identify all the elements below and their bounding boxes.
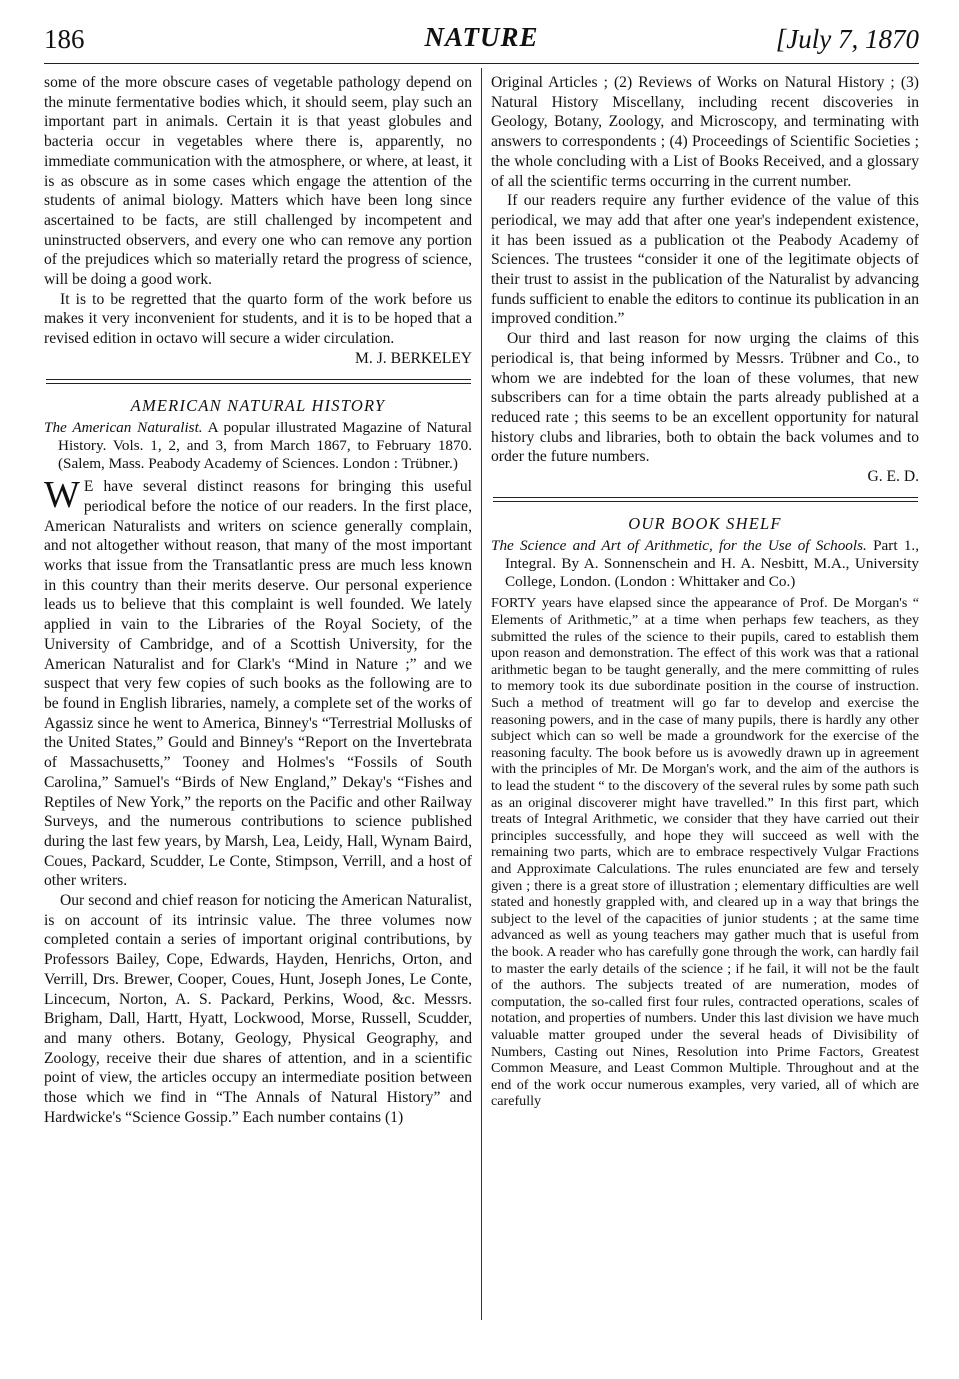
book-citation (44, 419, 472, 473)
section-divider (493, 497, 918, 502)
paragraph (491, 595, 919, 1109)
book-details: Part 1., Integral. By A. Sonnenschein and H. A. Nesbitt, M.A., University College, London. (London : Whittaker and Co.) (505, 537, 920, 591)
drop-cap: W (44, 474, 80, 517)
paragraph: Our second and chief reason for noticing the American Naturalist, is on account of its intrinsic value. The three volumes now completed contain a series of important original contributions, by Professors Bailey, Cope, Edwards, Hayden, Henrichs, Orton, and Verrill, Drs. Brewer, Cooper, Coues, Hunt, Joseph Jones, Le Conte, Lincecum, Norton, A. S. Packard, Perkins, Wood, &c. Messrs. Brigham, Dall, Hartt, Hyatt, Lockwood, Morse, Russell, Scudder, and many others. Botany, Geology, Physical Geography, and Zoology, receive their due shares of attention, and in a scientific point of view, the articles occupy an intermediate position between those which we find in “The Annals of Natural History” and Hardwicke's “Science Gossip.” Each number contains (1) (44, 892, 472, 1126)
section-heading: OUR BOOK SHELF (628, 513, 782, 533)
paragraph (44, 290, 472, 369)
page-header (44, 20, 919, 60)
book-details: A popular illustrated Magazine of Natural History. Vols. 1, 2, and 3, from March 1867, to February 1870. (Salem, Mass. Peabody Academy of Sciences. London : Trübner.) (58, 419, 472, 473)
author-signature: M. J. BERKELEY (355, 349, 472, 367)
journal-title: NATURE (424, 22, 539, 52)
header-rule (44, 63, 919, 64)
book-title: The Science and Art of Arithmetic, for the Use of Schools. (491, 537, 867, 555)
column-divider (481, 68, 482, 1320)
paragraph-text: It is to be regretted that the quarto form of the work before us makes it very inconvenient for students, and it is to be hoped that a revised edition in octavo will secure a wider circulation. (44, 290, 472, 348)
paragraph: If our readers require any further evidence of the value of this periodical, we may add that after one year's independent existence, it has been issued as a publication ot the Peabody Academy of Sciences. The trustees “consider it one of the legitimate objects of their trust to assist in the publication of the Naturalist by advancing funds sufficient to enable the editors to continue its publication in an improved condition.” (491, 192, 920, 328)
author-signature: G. E. D. (867, 468, 919, 486)
book-citation (491, 537, 919, 591)
page-number: 186 (44, 24, 85, 54)
paragraph (491, 329, 919, 487)
paragraph-text: Our third and last reason for now urging the claims of this periodical is, that being informed by Messrs. Trübner and Co., to whom we are indebted for the loan of these volumes, that new subscribers can for a time obtain the parts already published at a reduced rate ; this seems to be an excellent opportunity for natural history clubs and libraries, both to obtain the back volumes and to order the future numbers. (491, 330, 919, 466)
left-column (44, 73, 472, 1127)
paragraph: Original Articles ; (2) Reviews of Works on Natural History ; (3) Natural History Miscellany, including recent discoveries in Geology, Botany, Zoology, and Microscopy, and terminating with answers to correspondents ; (4) Proceedings of Scientific Societies ; the whole concluding with a List of Books Received, and a glossary of all the scientific terms occurring in the current number. (491, 74, 919, 190)
paragraph-text: E have several distinct reasons for bringing this useful periodical before the notice of our readers. In the first place, American Naturalists and writers on science generally complain, and not altogether without reason, that many of the most important works that issue from the Transatlantic press are much less known in this country than their merits deserve. Our personal experience leads us to believe that this complaint is well founded. We lately applied in vain to the Libraries of the Royal Society, of the University of Cambridge, and of a Scottish University, for the American Naturalist and for Clark's “Mind in Nature ;” and we suspect that very few copies of such books as the following are to be found in English libraries, namely, a complete set of the works of Agassiz since he went to America, Binney's “Terrestrial Mollusks of the United States,” Gould and Binney's “Report on the Invertebrata of Massachusetts,” Tooney and Holmes's “Fossils of South Carolina,” Samuel's “Birds of New England,” Dekay's “Fishes and Reptiles of New York,” the reports on the Pacific and other Railway Surveys, and the numerous contributions to science published during the last few years, by Marsh, Lea, Leidy, Hall, Wynam Baird, Coues, Packard, Scudder, Le Conte, Stimpson, Verrill, and a host of other writers. (44, 478, 472, 890)
paragraph-text: years have elapsed since the appearance of Prof. De Morgan's “ Elements of Arithmetic,” at a time when perhaps few teachers, as they submitted the rules of the science to their pupils, cared to establish them upon reason and demonstration. The effect of this work was that a rational arithmetic began to be taught generally, and the mere committing of rules to memory took its due subordinate position in the course of instruction. Such a method of treatment will go far to develop and exercise the reasoning powers, and in the case of many pupils, there is hardly any other subject which can so well be made a groundwork for the exercise of the reasoning faculty. The book before us is avowedly drawn up in agreement with the principles of Mr. De Morgan's work, and the aim of the authors is to lead the student “ to the discovery of the several rules by some path such as an original discoverer might have travelled.” In this first part, which treats of Integral Arithmetic, we consider that they have carried out their principles successfully, and hope they will succeed as well with the remaining two parts, which are to embrace respectively Vulgar Fractions and Approximate Calculations. The rules enunciated are few and tersely given ; there is a great store of illustration ; elementary difficulties are well stated and honestly grappled with, and cleared up in a way that brings the subject to the level of the capacities of junior students ; at the same time advanced as well as young teachers may gather much that is useful from the book. A reader who has carefully gone through the work, can hardly fail to master the early details of the science ; if he fail, it will not be the fault of the authors. The subjects treated of are numeration, modes of computation, the so-called first four rules, contracted operations, scales of notation, and properties of numbers. Under this last division we have much valuable matter grouped under the several heads of Divisibility of Numbers, Casting out Nines, Resolution into Prime Factors, Greatest Common Measure, and Least Common Multiple. Throughout and at the end of the work occur numerous examples, very varied, all of which are carefully (491, 595, 919, 1110)
section-heading: AMERICAN NATURAL HISTORY (130, 395, 386, 415)
issue-date: [July 7, 1870 (775, 24, 919, 54)
section-divider (46, 379, 471, 384)
right-column (491, 73, 919, 1110)
review-body (491, 595, 919, 1109)
paragraph: some of the more obscure cases of vegetable pathology depend on the minute fermentative bodies which, it should seem, play such an important part in animals. Certain it is that yeast globules and bacteria occur in vegetables where there is, apparently, no immediate communication with the atmosphere, or where, at least, it is as obscure as in some cases which engage the attention of the students of animal biology. Matters which have been long since ascertained to be facts, are still challenged by incompetent and uninstructed observers, and every one who can remove any portion of the prejudices which so materially retard the progress of science, will be doing a good work. (44, 74, 472, 289)
lead-word: FORTY (491, 595, 537, 612)
paragraph (44, 474, 472, 891)
book-title: The American Naturalist. (44, 419, 203, 437)
